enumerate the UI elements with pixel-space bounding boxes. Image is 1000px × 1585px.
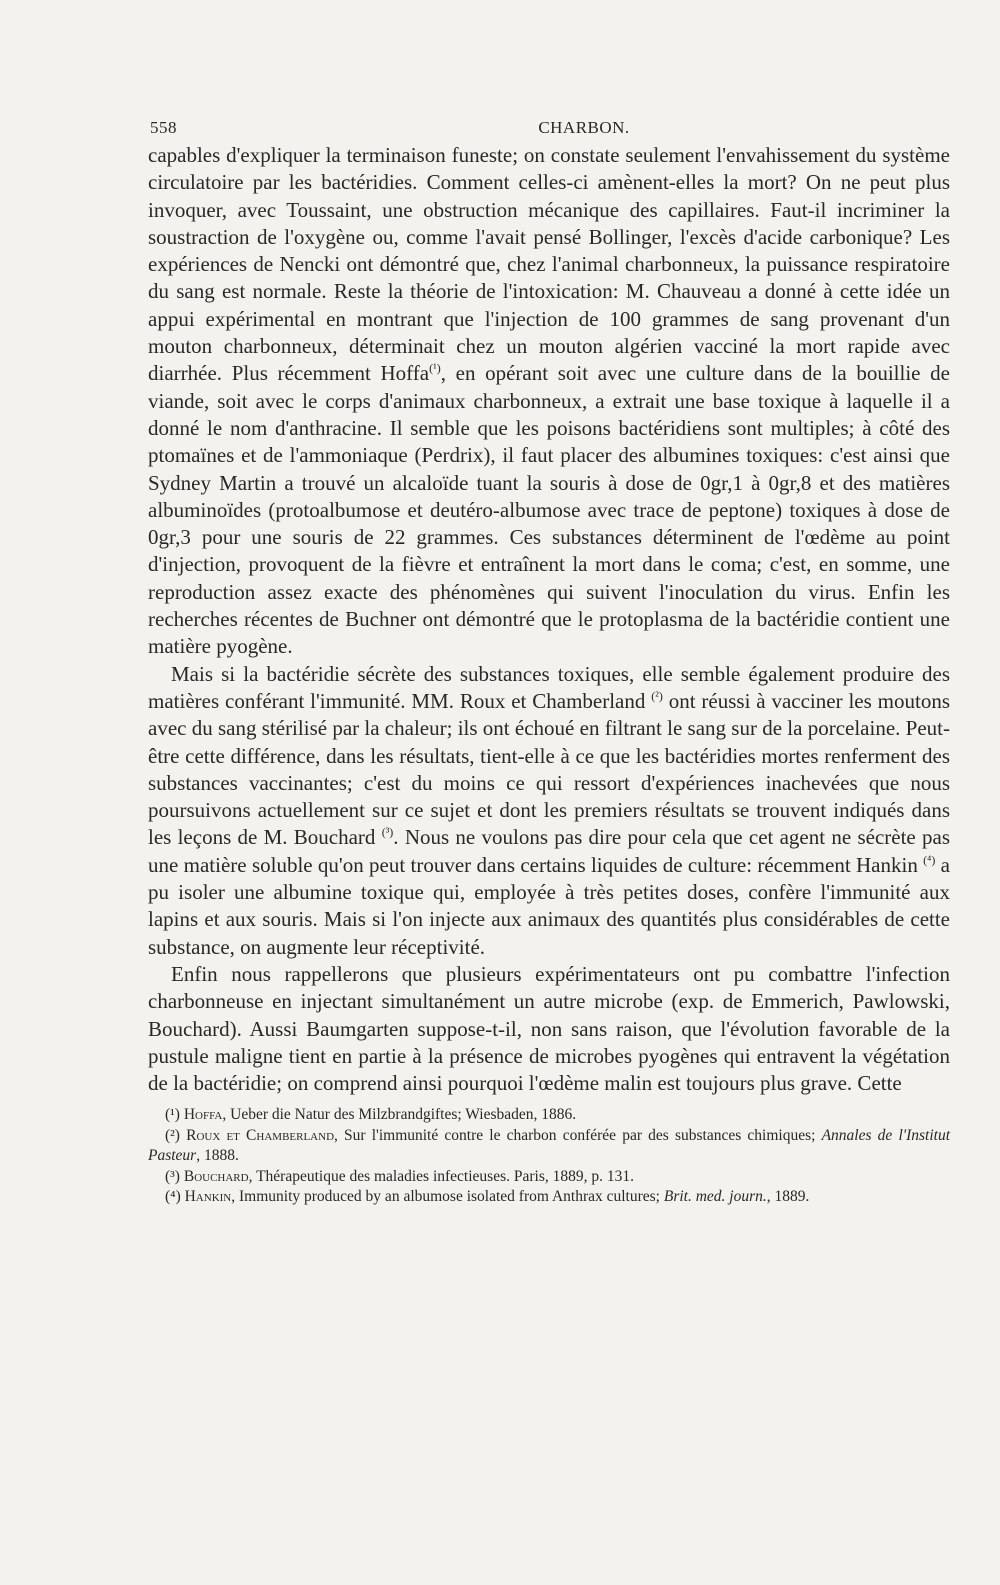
footnote-text: , 1888. (196, 1147, 239, 1165)
footnote-ref-2: (²) (651, 688, 663, 703)
footnote-text: , Sur l'immunité contre le charbon conférée par des substances chimiques; (334, 1126, 822, 1144)
footnote-4 (148, 1187, 950, 1208)
footnote-mark: (²) (165, 1126, 180, 1144)
footnote-journal: Brit. med. journ. (663, 1188, 767, 1206)
footnote-author: Hankin (184, 1188, 232, 1206)
footnote-mark: (¹) (165, 1106, 180, 1124)
footnote-3 (148, 1167, 950, 1188)
page-number: 558 (150, 118, 177, 137)
paragraph-1 (148, 142, 950, 661)
paragraph-2-text-c: . Nous ne voulons pas dire pour cela que cet agent ne sécrète pas une matière soluble qu'on peut trouver dans certains liquides de culture: récemment Hankin (148, 825, 950, 877)
footnote-ref-1: (¹) (429, 361, 441, 376)
book-page (148, 114, 950, 1208)
footnote-text: , 1889. (766, 1188, 810, 1206)
paragraph-2-text-b: ont réussi à vacciner les moutons avec du sang stérilisé par la chaleur; ils ont échoué en filtrant le sang sur de la porcelaine. Peut-être cette différence, dans les résultats, tient-elle à ce que les bactéridies mortes renferment des substances vaccinantes; c'est du moins ce qui ressort d'expériences inachevées que nous poursuivons actuellement sur ce sujet et dont les premiers résultats se trouvent indiqués dans les leçons de M. Bouchard (148, 688, 950, 850)
footnote-2 (148, 1126, 950, 1167)
footnote-text: , Ueber die Natur des Milzbrandgiftes; Wiesbaden, 1886. (222, 1106, 577, 1124)
footnote-author: Roux et Chamberland (186, 1126, 335, 1144)
footnote-journal: Annales de l'Institut Pasteur (148, 1126, 951, 1165)
footnote-author: Bouchard (183, 1167, 249, 1185)
paragraph-2-text-a: Mais si la bactéridie sécrète des substances toxiques, elle semble également produire des matières conférant l'immunité. MM. Roux et Chamberland (148, 661, 950, 713)
footnote-author: Hoffa (183, 1106, 223, 1124)
running-head (148, 114, 950, 140)
paragraph-3-text: Enfin nous rappellerons que plusieurs expérimentateurs ont pu combattre l'infection charbonneuse en injectant simultanément un autre microbe (exp. de Emmerich, Pawlowski, Bouchard). Aussi Baumgarten suppose-t-il, non sans raison, que l'évolution favorable de la pustule maligne tient en partie à la présence de microbes pyogènes qui entravent la végétation de la bactéridie; on comprend ainsi pourquoi l'œdème malin est toujours plus grave. Cette (148, 961, 950, 1096)
footnotes (148, 1105, 950, 1208)
footnote-mark: (⁴) (165, 1188, 181, 1206)
footnote-text: , Immunity produced by an albumose isolated from Anthrax cultures; (231, 1188, 664, 1206)
footnote-mark: (³) (165, 1167, 180, 1185)
body-text (148, 142, 950, 1097)
paragraph-3 (148, 961, 950, 1097)
paragraph-1-text-a: capables d'expliquer la terminaison funeste; on constate seulement l'envahissement du système circulatoire par les bactéridies. Comment celles-ci amènent-elles la mort? On ne peut plus invoquer, avec Toussaint, une obstruction mécanique des capillaires. Faut-il incriminer la soustraction de l'oxygène ou, comme l'avait pensé Bollinger, l'excès d'acide carbonique? Les expériences de Nencki ont démontré que, chez l'animal charbonneux, la puissance respiratoire du sang est normale. Reste la théorie de l'intoxication: M. Chauveau a donné à cette idée un appui expérimental en montrant que l'injection de 100 grammes de sang provenant d'un mouton charbonneux, déterminait chez un mouton algérien vacciné la mort rapide avec diarrhée. Plus récemment Hoffa (148, 143, 950, 386)
paragraph-2 (148, 661, 950, 961)
footnote-ref-3: (³) (381, 825, 394, 840)
footnote-1 (148, 1105, 950, 1126)
paragraph-1-text-b: , en opérant soit avec une culture dans de la bouillie de viande, soit avec le corps d'animaux charbonneux, a extrait une base toxique à laquelle il a donné le nom d'anthracine. Il semble que les poisons bactéridiens sont multiples; à côté des ptomaïnes et de l'ammoniaque (Perdrix), il faut placer des albumines toxiques: c'est ainsi que Sydney Martin a trouvé un alcaloïde tuant la souris à dose de 0gr,1 à 0gr,8 et des matières albuminoïdes (protoalbumose et deutéro-albumose avec trace de peptone) toxiques à dose de 0gr,3 pour une souris de 22 grammes. Ces substances déterminent de l'œdème au point d'injection, provoquent de la fièvre et entraînent la mort dans le coma; c'est, en somme, une reproduction assez exacte des phénomènes qui suivent l'inoculation du virus. Enfin les recherches récentes de Buchner ont démontré que le protoplasma de la bactéridie contient une matière pyogène. (148, 361, 950, 659)
running-title: CHARBON. (538, 118, 630, 137)
footnote-ref-4: (⁴) (923, 852, 936, 867)
footnote-text: , Thérapeutique des maladies infectieuses. Paris, 1889, p. 131. (248, 1167, 634, 1185)
paragraph-2-text-d: a pu isoler une albumine toxique qui, employée à très petites doses, confère l'immunité aux lapins et aux souris. Mais si l'on injecte aux animaux des quantités plus considérables de cette substance, on augmente leur réceptivité. (148, 852, 950, 959)
